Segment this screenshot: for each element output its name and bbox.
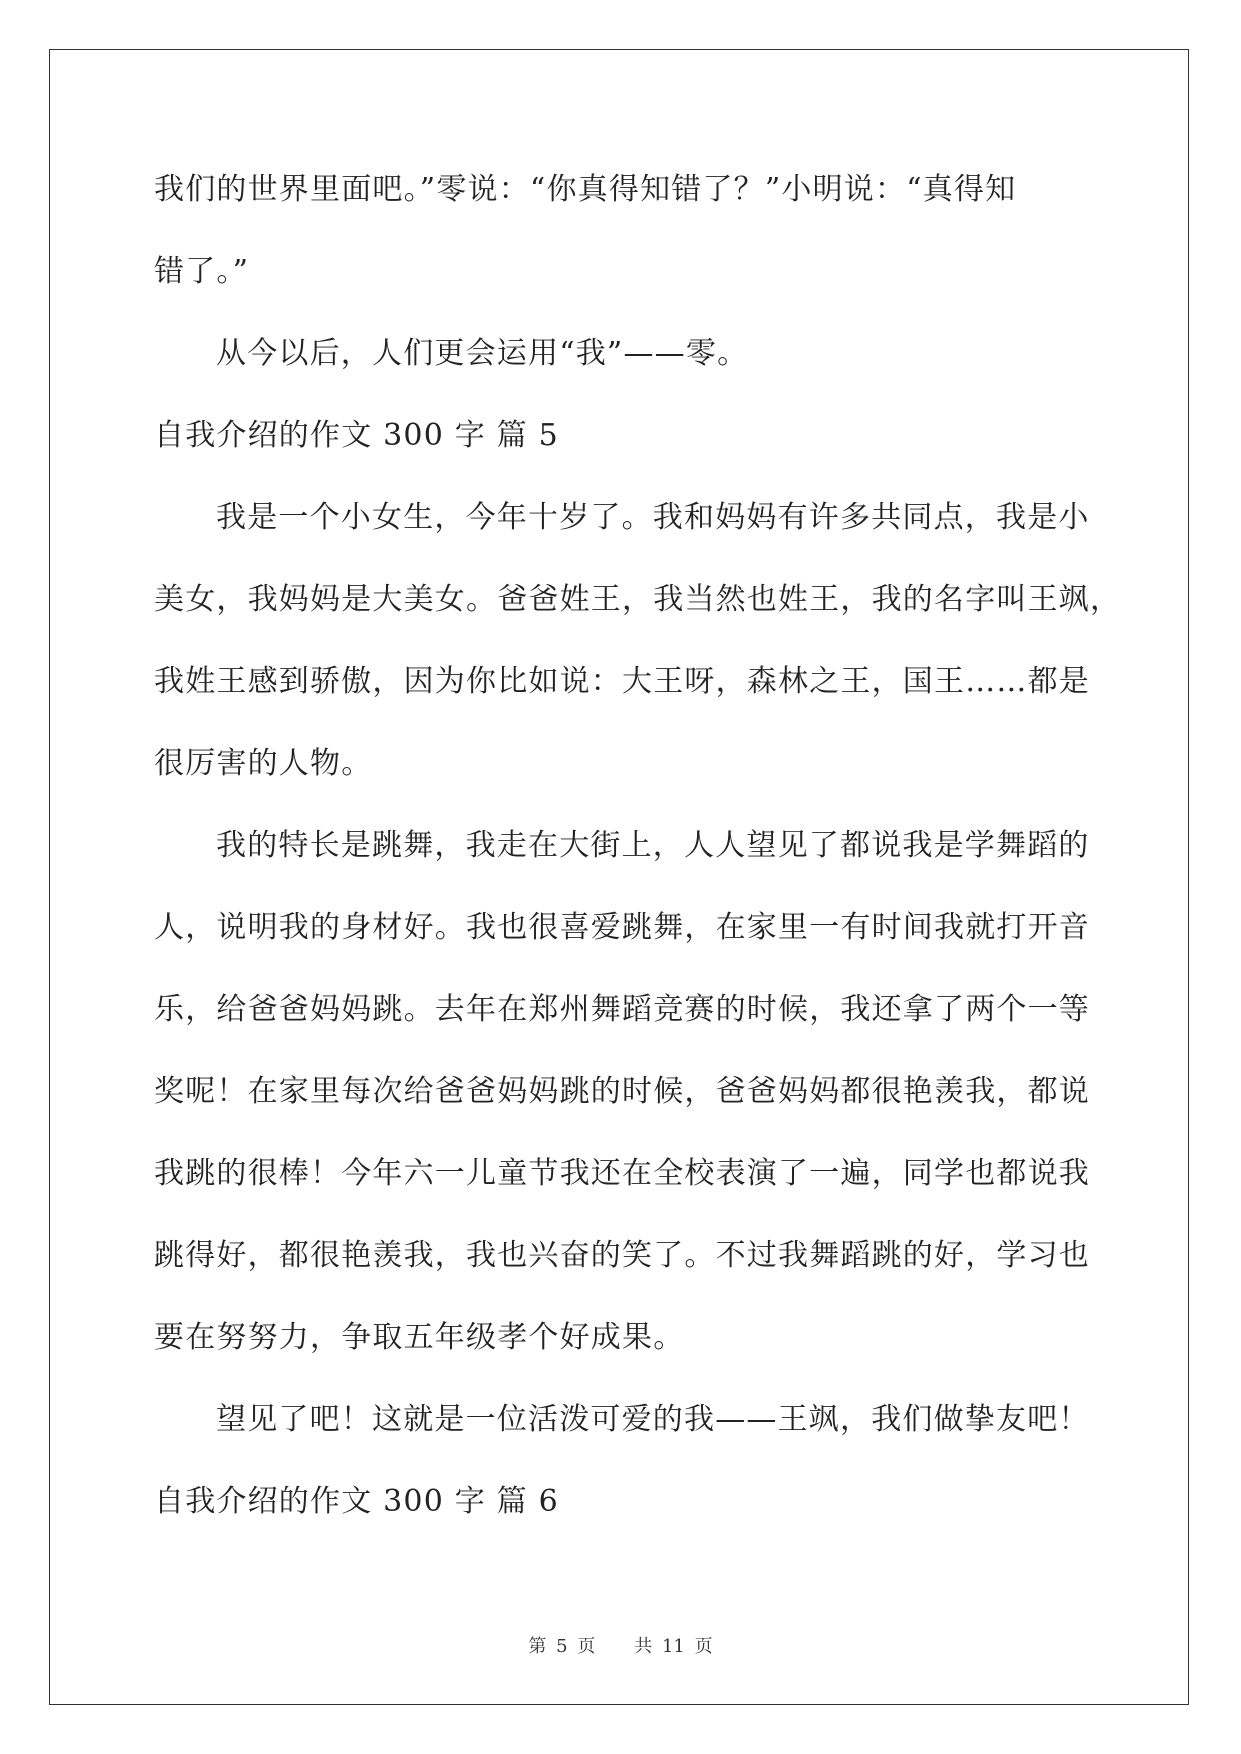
text-line: 我们的世界里面吧。”零说：“你真得知错了？”小明说：“真得知 — [154, 172, 1017, 207]
text-line: 人，说明我的身材好。我也很喜爱跳舞，在家里一有时间我就打开音 — [154, 910, 1090, 945]
page-number: 第 5 页 — [528, 1636, 596, 1657]
text-line: 错了。” — [154, 254, 250, 289]
text-line: 很厉害的人物。 — [154, 746, 373, 781]
text-line: 我姓王感到骄傲，因为你比如说：大王呀，森林之王，国王……都是 — [154, 664, 1090, 699]
page-footer — [0, 1632, 1241, 1658]
section-heading: 自我介绍的作文 300 字 篇 5 — [154, 418, 559, 453]
text-line: 奖呢！在家里每次给爸爸妈妈跳的时候，爸爸妈妈都很艳羡我，都说 — [154, 1074, 1090, 1109]
paragraph-line: 我的特长是跳舞，我走在大街上，人人望见了都说我是学舞蹈的 — [216, 828, 1090, 863]
text-line: 我跳的很棒！今年六一儿童节我还在全校表演了一遍，同学也都说我 — [154, 1156, 1090, 1191]
paragraph-line: 从今以后，人们更会运用“我”——零。 — [216, 336, 749, 371]
text-line: 美女，我妈妈是大美女。爸爸姓王，我当然也姓王，我的名字叫王飒， — [154, 582, 1122, 617]
text-line: 要在努努力，争取五年级孝个好成果。 — [154, 1320, 685, 1355]
page-total: 共 11 页 — [634, 1636, 713, 1657]
text-line: 跳得好，都很艳羡我，我也兴奋的笑了。不过我舞蹈跳的好，学习也 — [154, 1238, 1090, 1273]
paragraph-line: 我是一个小女生，今年十岁了。我和妈妈有许多共同点，我是小 — [216, 500, 1090, 535]
paragraph-line: 望见了吧！这就是一位活泼可爱的我——王飒，我们做挚友吧！ — [216, 1402, 1090, 1437]
document-body — [154, 160, 1122, 1554]
section-heading: 自我介绍的作文 300 字 篇 6 — [154, 1484, 559, 1519]
text-line: 乐，给爸爸妈妈跳。去年在郑州舞蹈竞赛的时候，我还拿了两个一等 — [154, 992, 1090, 1027]
